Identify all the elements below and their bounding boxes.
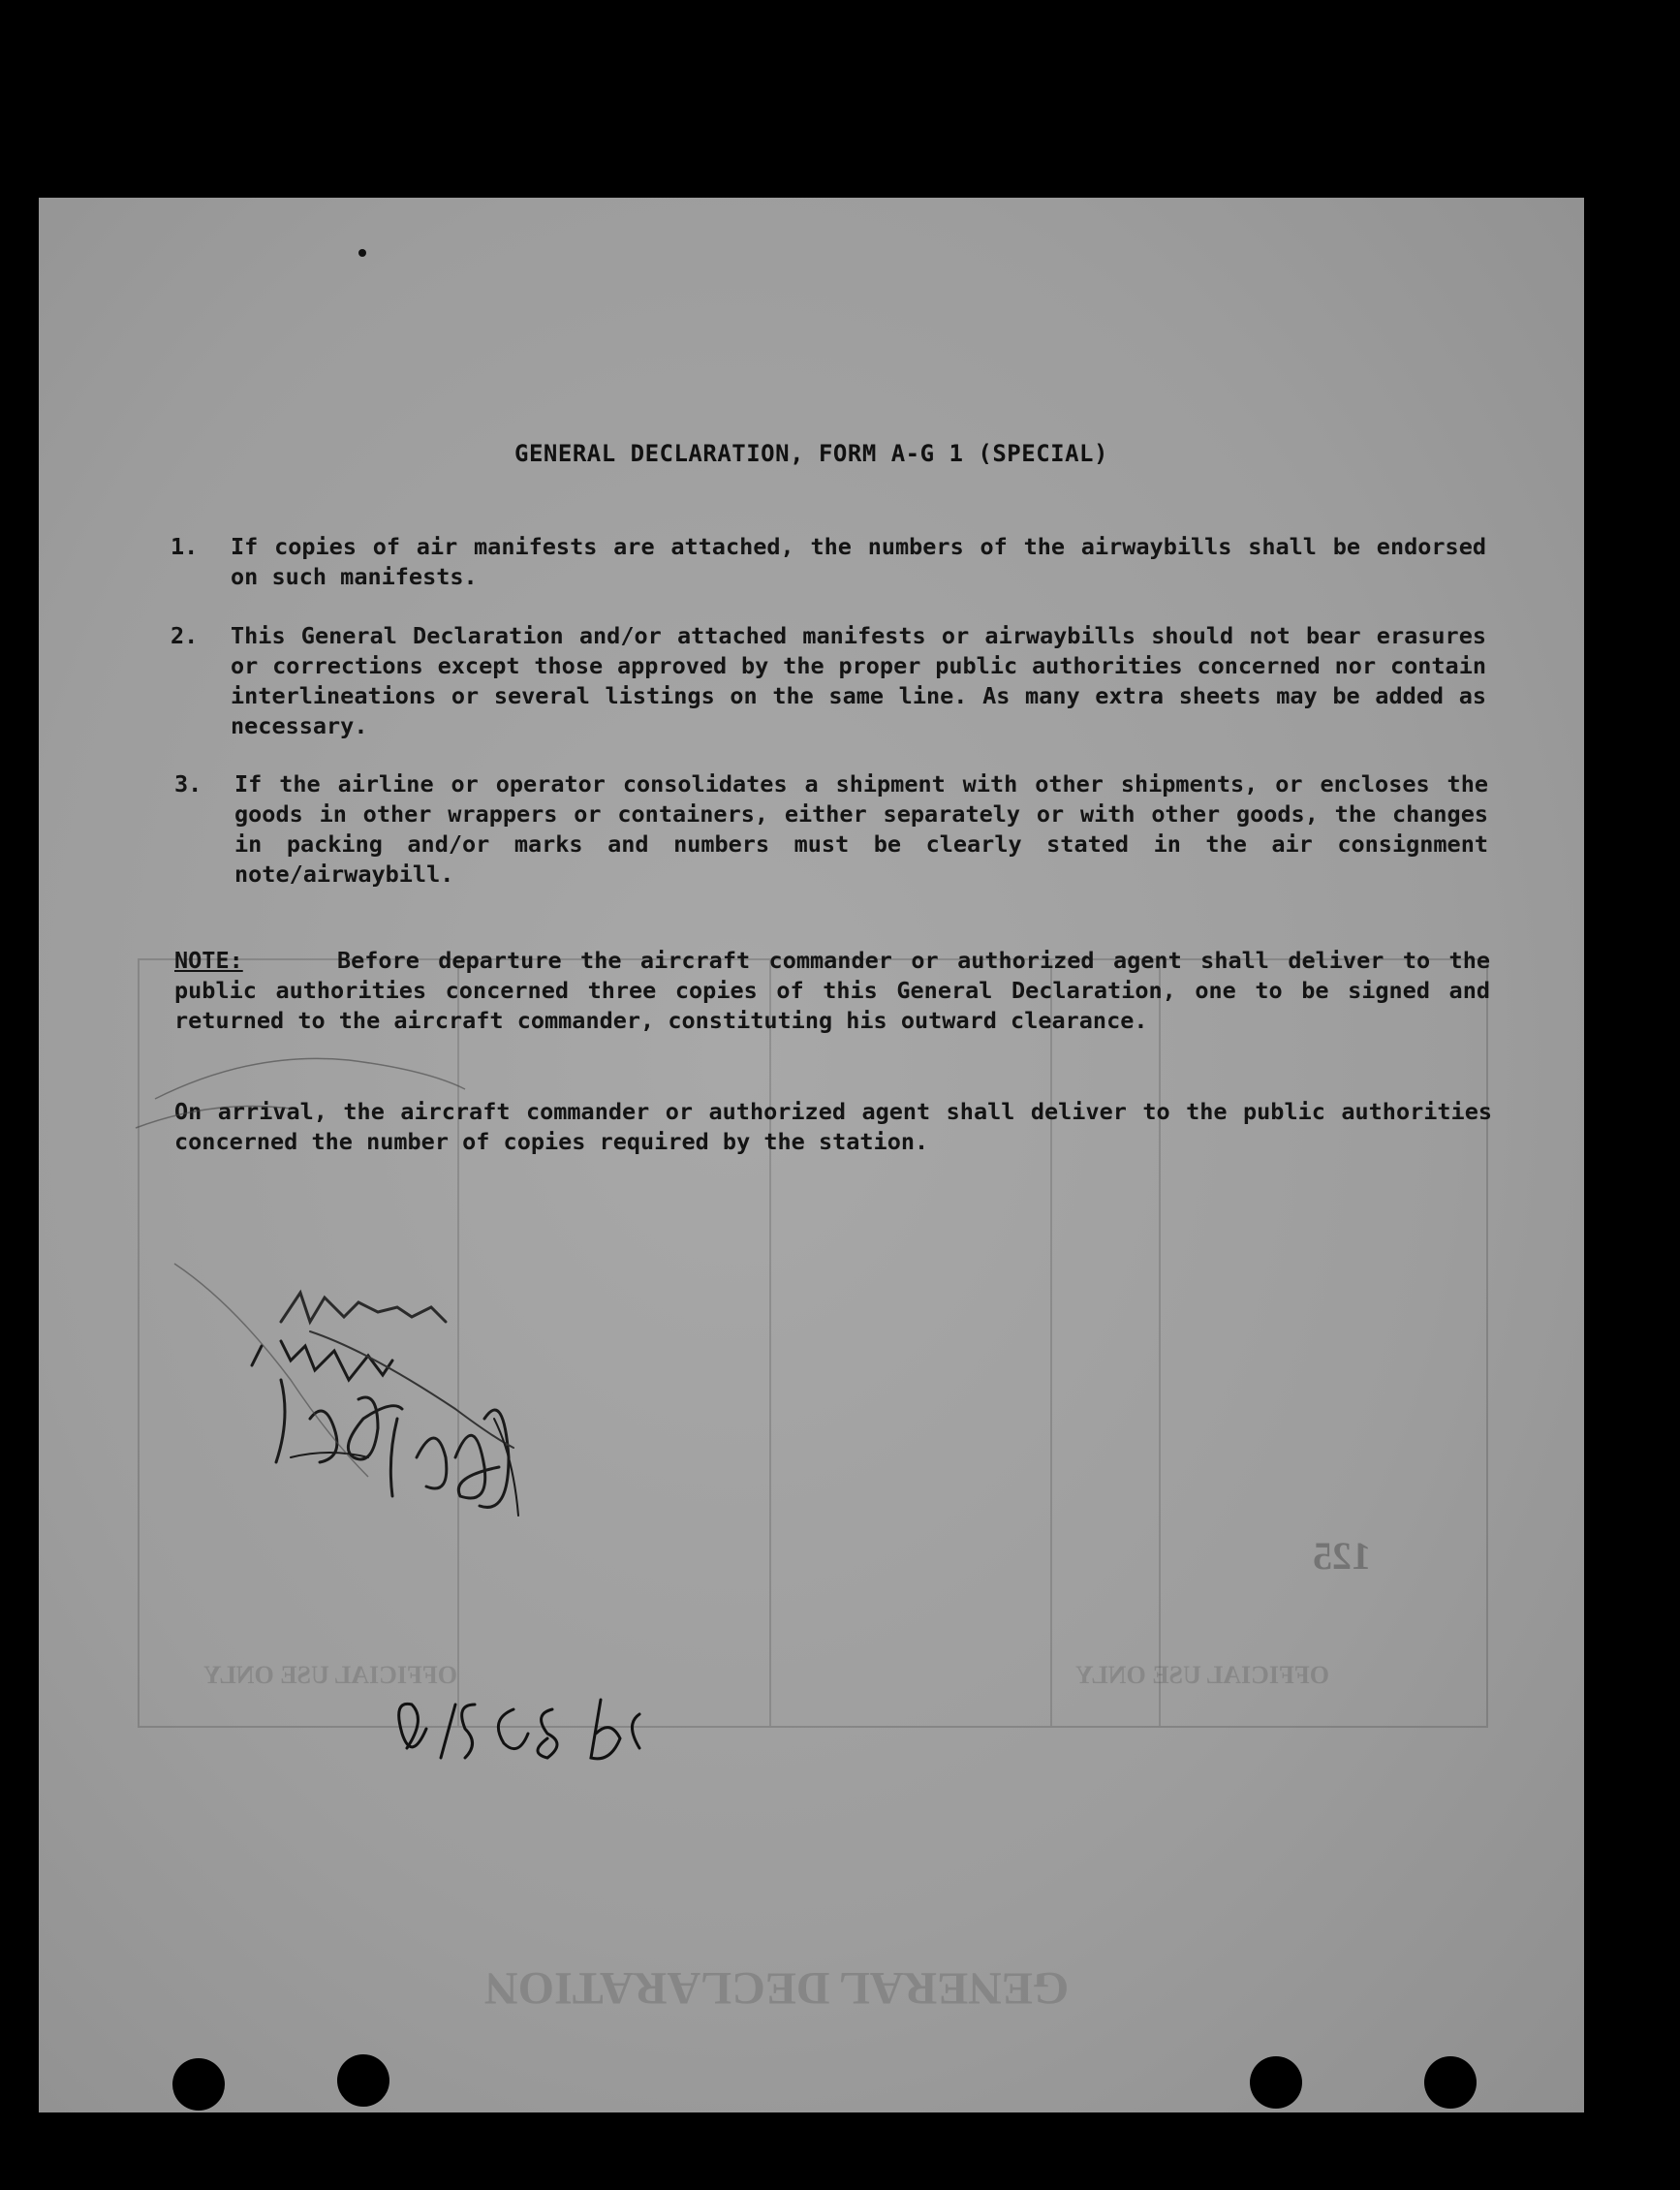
item-text: If the airline or operator consolidates a shipment with other shipments, or encloses the goods in other wrappers or containers, either separately or with other goods, the changes in packing and/or marks and numbers must be clearly stated in the air consignment note/airwaybill.: [234, 770, 1488, 888]
bleed-official-use-1: OFFICIAL USE ONLY: [203, 1661, 457, 1689]
handwritten-number: [397, 1690, 688, 1777]
bleed-form-title: GENERAL DECLARATION: [484, 1962, 1070, 2014]
item-text: If copies of air manifests are attached, the numbers of the airwaybills shall be endorsed on such manifests.: [231, 533, 1486, 590]
bleed-stamp-number: 125: [1313, 1534, 1371, 1578]
document-sheet: [39, 198, 1584, 2112]
punch-hole: [337, 2054, 389, 2107]
note-label: NOTE:: [174, 947, 243, 974]
bleed-column-line: [1050, 960, 1052, 1726]
punch-hole: [1424, 2056, 1477, 2109]
bleed-official-use-2: OFFICIAL USE ONLY: [1075, 1661, 1329, 1689]
item-text: This General Declaration and/or attached manifests or airwaybills should not bear erasures or corrections except those approved by the proper public authorities concerned nor contain interlineations or several listings on the same line. As many extra sheets may be added as necessary.: [231, 622, 1486, 739]
bleed-column-line: [1159, 960, 1161, 1726]
item-number: 2.: [171, 622, 199, 649]
ink-dot: [358, 249, 366, 257]
item-number: 1.: [171, 533, 199, 560]
item-number: 3.: [174, 770, 202, 798]
arrival-paragraph: On arrival, the aircraft commander or authorized agent shall deliver to the public authorities concerned the number of copies required by the station.: [174, 1098, 1492, 1155]
punch-hole: [1250, 2056, 1302, 2109]
bleed-column-line: [769, 960, 771, 1726]
page-title: GENERAL DECLARATION, FORM A-G 1 (SPECIAL): [514, 440, 1108, 467]
note-text: Before departure the aircraft commander or authorized agent shall deliver to the public authorities concerned three copies of this General Declaration, one to be signed and returned to the aircraft commander, constituting his outward clearance.: [174, 947, 1490, 1034]
handwritten-signature: [136, 876, 678, 1671]
punch-hole: [172, 2058, 225, 2111]
